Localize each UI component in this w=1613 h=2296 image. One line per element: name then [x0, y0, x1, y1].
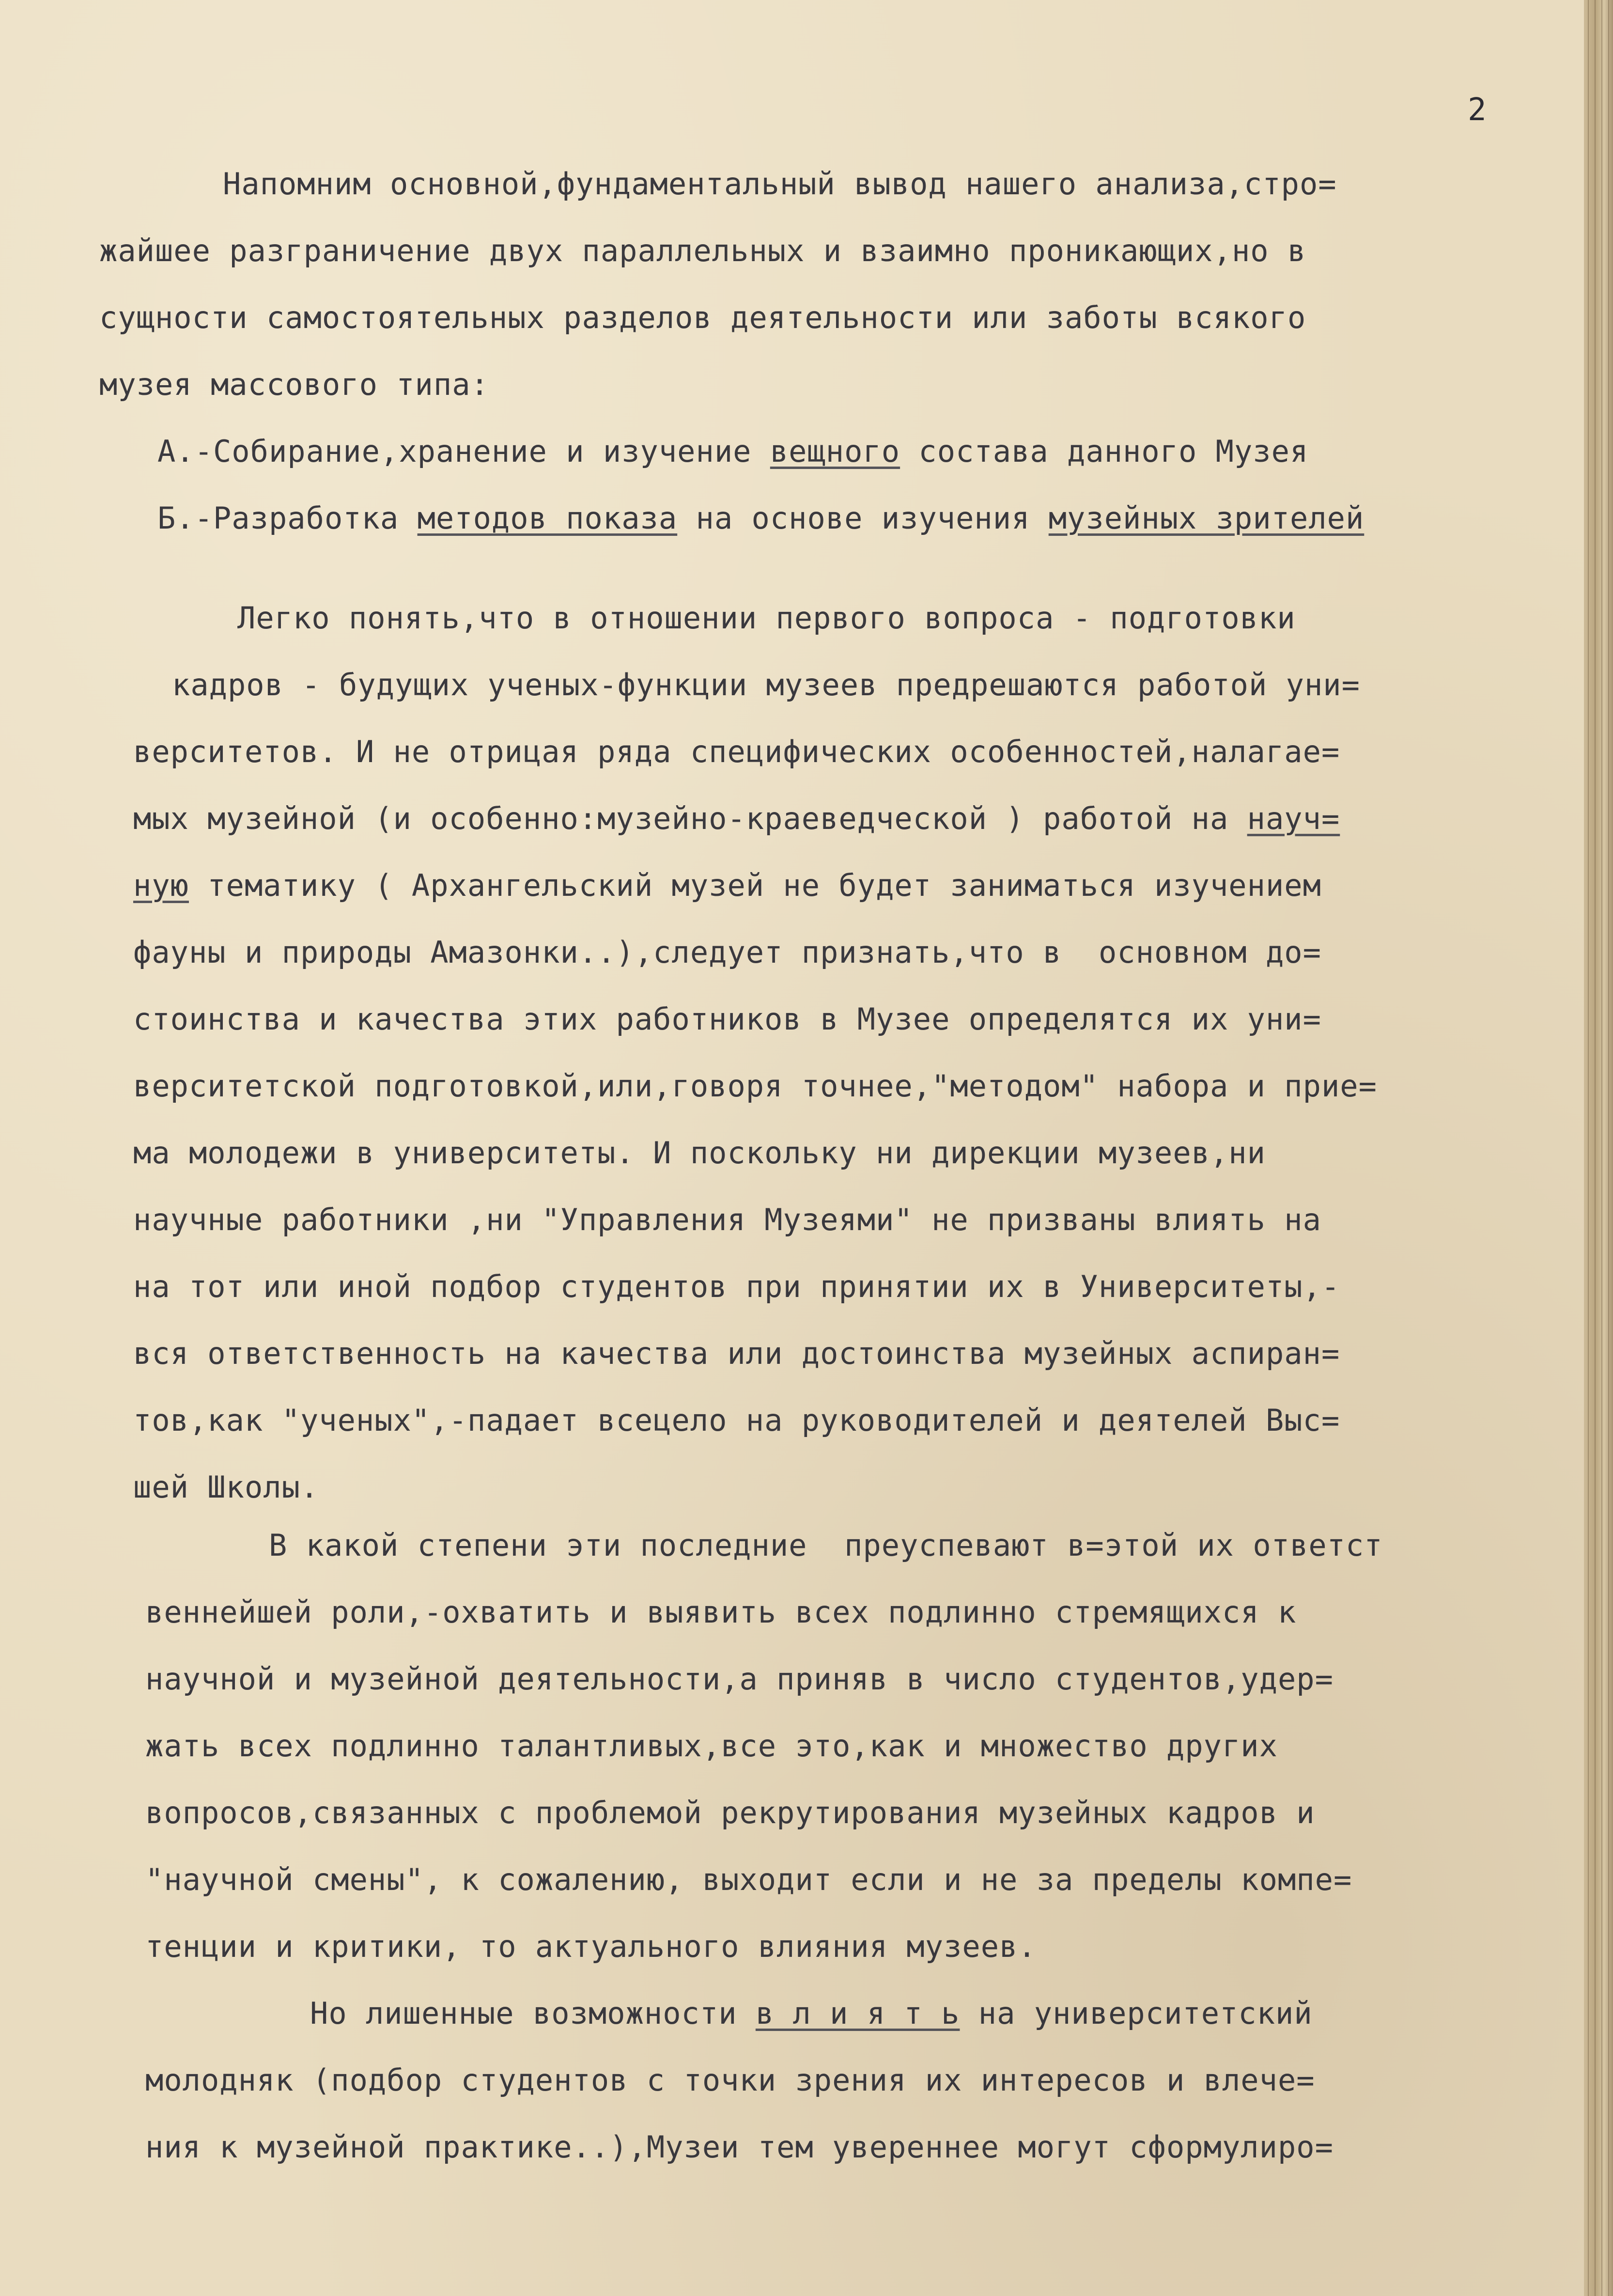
text-line: верситетов. И не отрицая ряда специфических особенностей,налагае=: [133, 734, 1340, 769]
text-line: веннейшей роли,-охватить и выявить всех подлинно стремящихся к: [145, 1594, 1297, 1630]
text-line: вся ответственность на качества или достоинства музейных аспиран=: [133, 1336, 1340, 1371]
text-line: ную тематику ( Архангельский музей не будет заниматься изучением: [133, 868, 1321, 903]
text-line: музея массового типа:: [99, 367, 489, 402]
text-line: научной и музейной деятельности,а приняв в число студентов,удер=: [145, 1661, 1334, 1697]
text-line: Напомним основной,фундаментальный вывод нашего анализа,стро=: [223, 166, 1337, 202]
text-line: Но лишенные возможности в л и я т ь на университетский: [310, 1996, 1313, 2031]
underlined-term: методов показа: [417, 500, 678, 536]
stacked-pages-edge: [1584, 0, 1613, 2296]
underlined-term: науч=: [1247, 801, 1340, 836]
text-line: научные работники ,ни "Управления Музеями" не призваны влиять на: [133, 1202, 1321, 1237]
text-line: на тот или иной подбор студентов при принятии их в Университеты,-: [133, 1269, 1340, 1304]
text-line: молодняк (подбор студентов с точки зрения их интересов и влече=: [145, 2062, 1315, 2098]
text-line: Легко понять,что в отношении первого вопроса - подготовки: [237, 600, 1296, 636]
text-line: ния к музейной практике..),Музеи тем увереннее могут сформулиро=: [145, 2129, 1334, 2165]
page-edge-line: [1588, 0, 1589, 2296]
page-edge-line: [1608, 0, 1609, 2296]
text-line: мых музейной (и особенно:музейно-краеведческой ) работой на науч=: [133, 801, 1340, 836]
text-line: стоинства и качества этих работников в Музее определятся их уни=: [133, 1001, 1321, 1037]
text-line: тов,как "ученых",-падает всецело на руководителей и деятелей Выс=: [133, 1403, 1340, 1438]
text-line: жайшее разграничение двух параллельных и взаимно проникающих,но в: [99, 233, 1306, 268]
underlined-term: музейных зрителей: [1048, 500, 1365, 536]
text-line: верситетской подготовкой,или,говоря точнее,"методом" набора и прие=: [133, 1068, 1377, 1104]
text-line: шей Школы.: [133, 1469, 319, 1505]
text-line: Б.-Разработка методов показа на основе изучения музейных зрителей: [157, 500, 1365, 536]
text-line: вопросов,связанных с проблемой рекрутирования музейных кадров и: [145, 1795, 1315, 1830]
text-line: "научной смены", к сожалению, выходит если и не за пределы компе=: [145, 1862, 1352, 1897]
underlined-term: ную: [133, 868, 189, 903]
text-line: В какой степени эти последние преуспевают в=этой их ответст: [269, 1528, 1383, 1563]
text-line: кадров - будущих ученых-функции музеев предрешаются работой уни=: [172, 667, 1360, 703]
underlined-term: в л и я т ь: [755, 1996, 960, 2031]
underlined-term: вещного: [770, 434, 900, 469]
text-line: фауны и природы Амазонки..),следует признать,что в основном до=: [133, 935, 1321, 970]
page-edge-line: [1595, 0, 1596, 2296]
page-edge-line: [1601, 0, 1602, 2296]
page-number: 2: [1468, 92, 1487, 128]
text-line: ма молодежи в университеты. И поскольку ни дирекции музеев,ни: [133, 1135, 1266, 1171]
text-line: тенции и критики, то актуального влияния музеев.: [145, 1929, 1037, 1964]
text-line: жать всех подлинно талантливых,все это,как и множество других: [145, 1728, 1278, 1764]
text-line: А.-Собирание,хранение и изучение вещного состава данного Музея: [157, 434, 1309, 469]
text-line: сущности самостоятельных разделов деятельности или заботы всякого: [99, 300, 1306, 335]
